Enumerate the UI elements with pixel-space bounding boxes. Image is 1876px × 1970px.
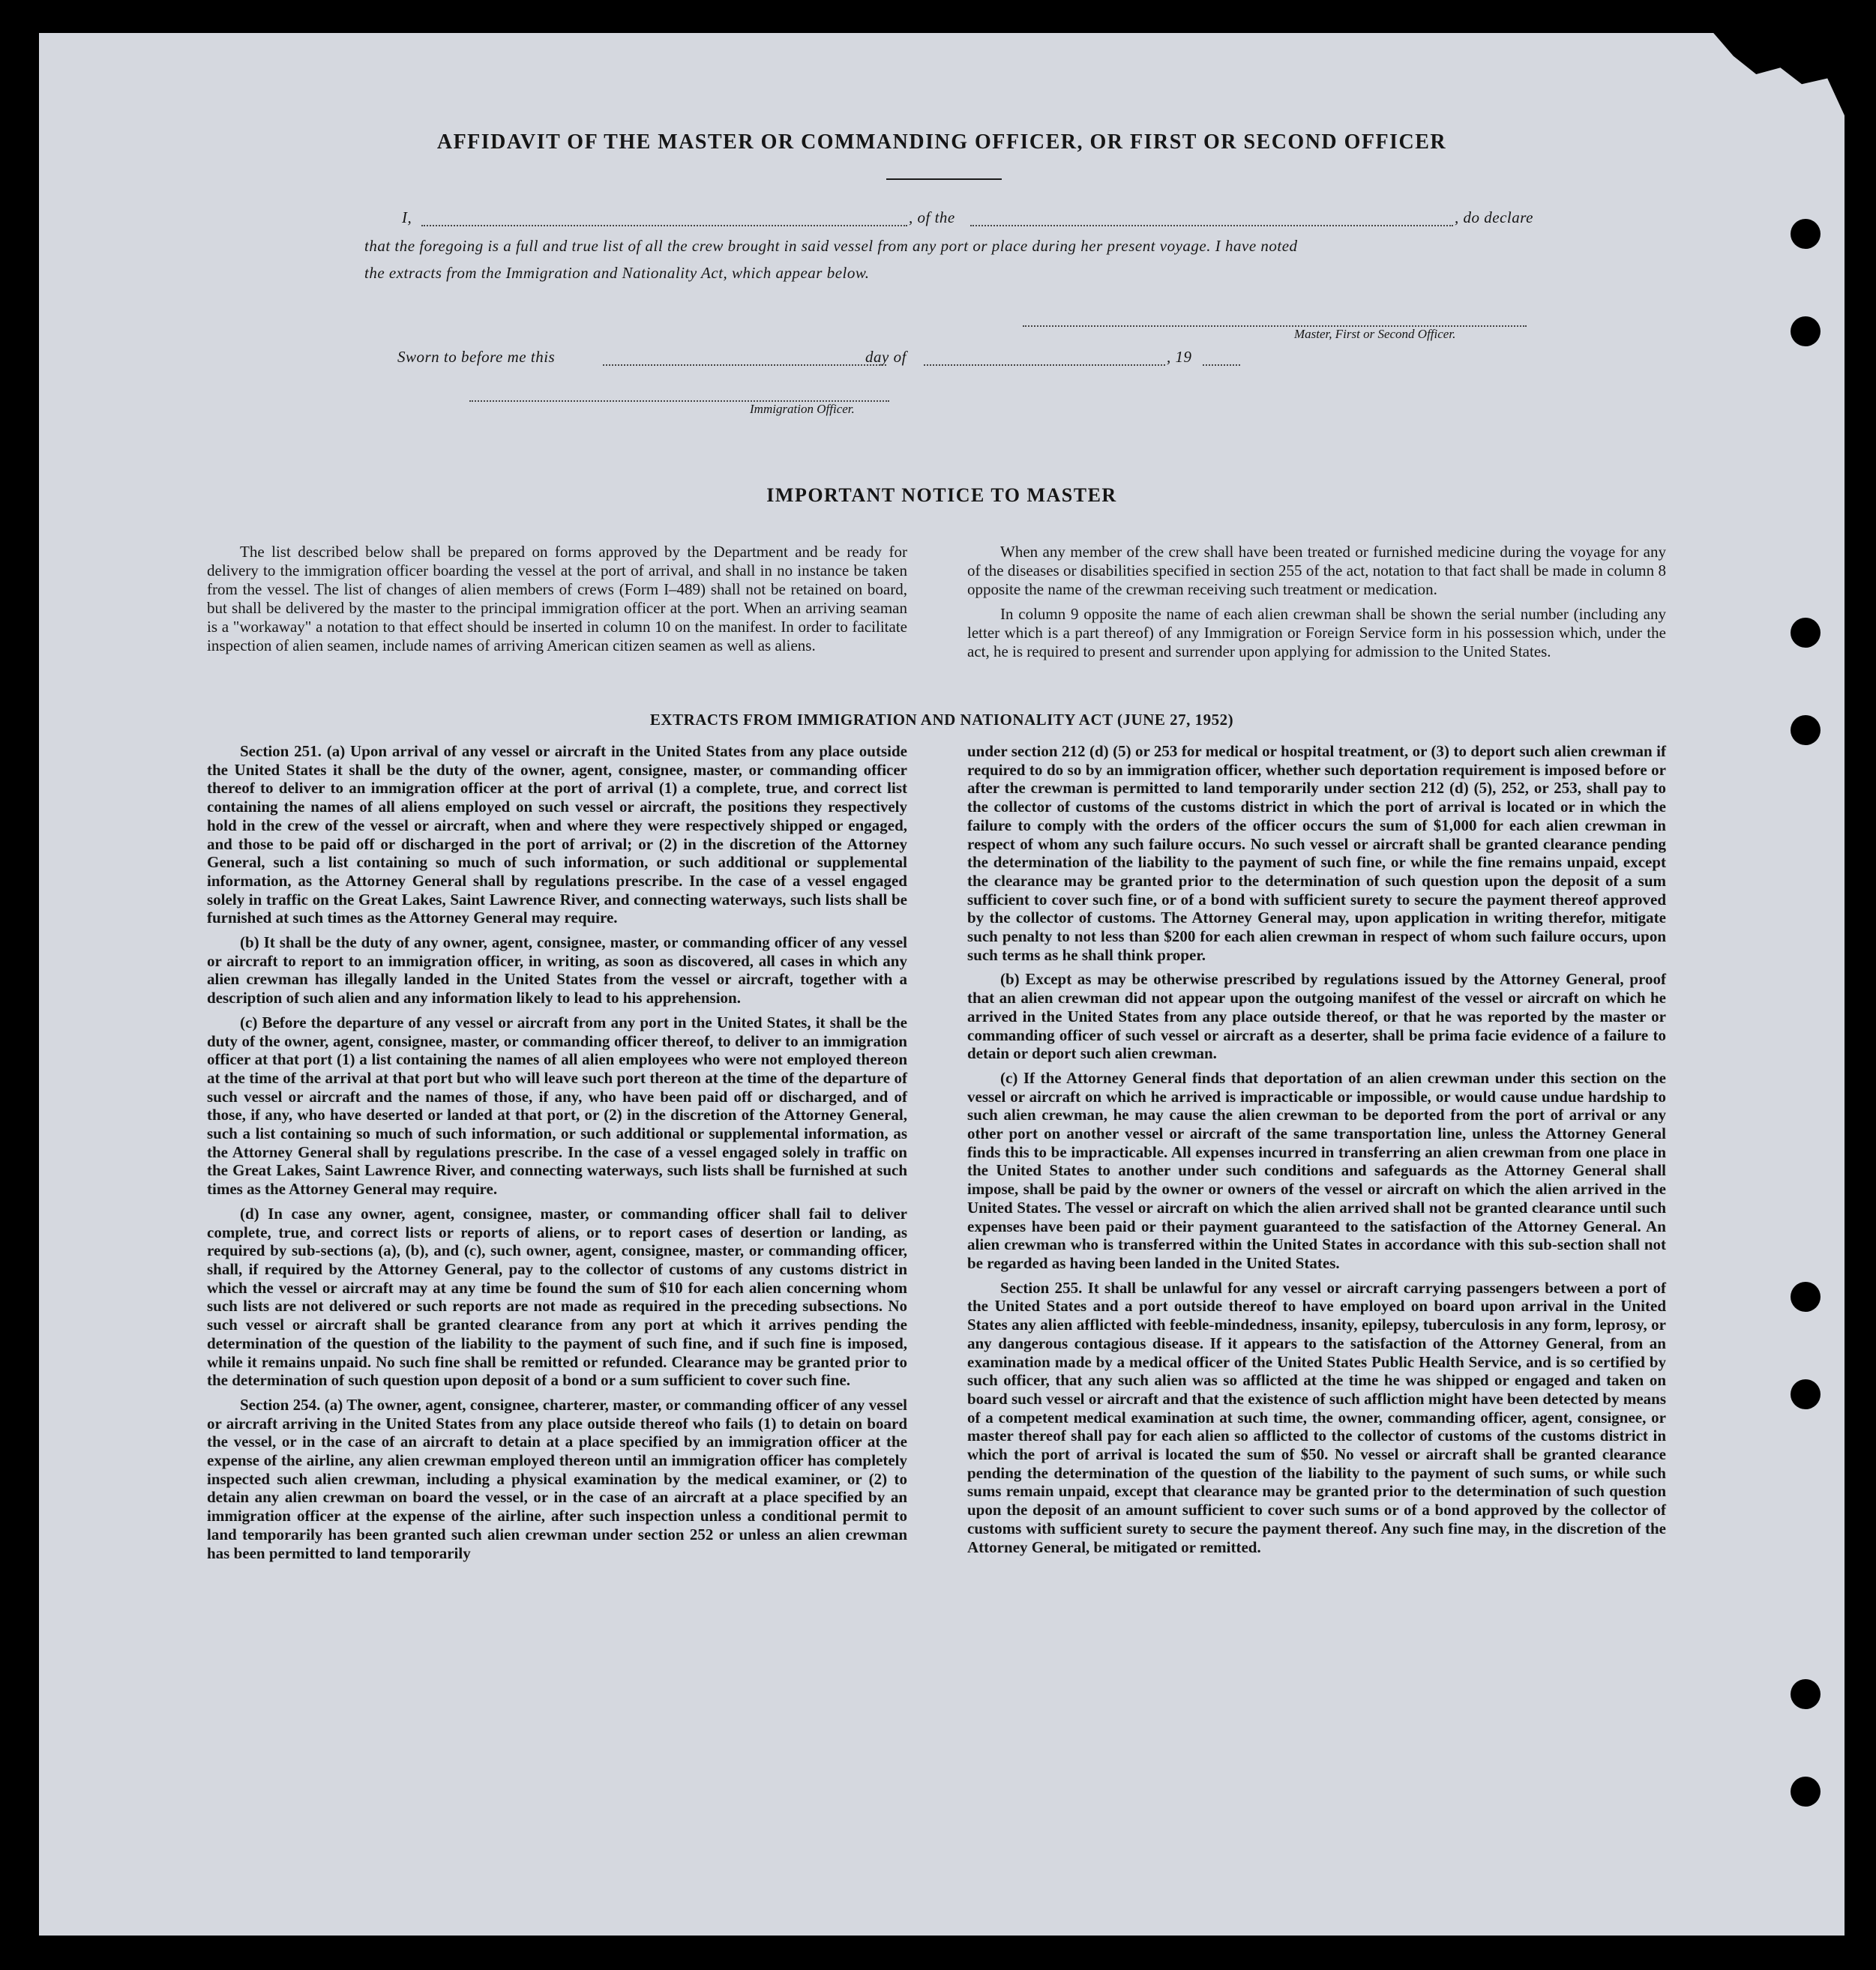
- extract-paragraph: Section 255. It shall be unlawful for any vessel or aircraft carrying passengers between a port of the United States and a port outside thereof to have employed on board upon arrival in the United States any alien afflicted with feeble-mindedness, insanity, epilepsy, tuberculosis in any form, leprosy, or any dangerous contagious disease. If it appears to the satisfaction of the Attorney General, from an examination made by a medical officer of the United States Public Health Service, and is so certified by such officer, that any such alien was so afflicted at the time he was shipped or engaged and taken on board such vessel or aircraft and that the existence of such affliction might have been detected by means of a competent medical examination at such time, the owner, commanding officer, agent, consignee, or master thereof shall pay for each alien so afflicted to the collector of customs of the customs district in which the port of arrival is located the sum of $50. No vessel or aircraft shall be granted clearance pending the determination of the question of the liability to the payment of such sums, or while such sums remain unpaid, except that clearance may be granted prior to the determination of such question upon the deposit of an amount sufficient to cover such sums or of a bond approved by the collector of customs with sufficient surety to secure the payment thereof. Any such fine may, in the discretion of the Attorney General, be mitigated or remitted.: [967, 1278, 1666, 1556]
- torn-corner: [1702, 33, 1845, 115]
- notice-right-paragraph: In column 9 opposite the name of each alien crewman shall be shown the serial number (including any letter which is a part thereof) of any Immigration or Foreign Service form in his possession which, under the act, he is required to present and surrender upon applying for admission to the United States.: [967, 605, 1666, 660]
- document-page: [39, 33, 1845, 1936]
- extract-paragraph: (c) Before the departure of any vessel or aircraft from any port in the United States, it shall be the duty of the owner, agent, consignee, master, or commanding officer thereof, to deliver to an immigration officer at that port (1) a list containing the names of all alien employees who were not employed thereon at the time of the arrival at that port but who will leave such port thereon at the time of the departure of such vessel or aircraft and the names of those, if any, who have been paid off or discharged, and of those, if any, who have deserted or landed at that port, or (2) in the discretion of the Attorney General, such a list containing so much of such information, or such additional or supplemental information, as the Attorney General shall by regulations prescribe. In the case of a vessel engaged solely in traffic on the Great Lakes, Saint Lawrence River, and connecting waterways, such lists shall be furnished at such times as the Attorney General may require.: [207, 1013, 907, 1199]
- notice-left-paragraph: The list described below shall be prepared on forms approved by the Department and be ready for delivery to the immigration officer boarding the vessel at the port of arrival, and shall in no instance be taken from the vessel. The list of changes of alien members of crews (Form I–489) shall not be retained on board, but shall be delivered by the master to the principal immigration officer at the port. When an arriving seaman is a "workaway" a notation to that effect should be inserted in column 10 on the manifest. In order to facilitate inspection of alien seamen, include names of arriving American citizen seamen as well as aliens.: [207, 543, 907, 654]
- notice-right-paragraph: When any member of the crew shall have been treated or furnished medicine during the voyage for any of the diseases or disabilities specified in section 255 of the act, notation to that fact shall be made in column 8 opposite the name of the crewman receiving such treatment or medication.: [967, 543, 1666, 598]
- extract-paragraph: (d) In case any owner, agent, consignee, master, or commanding officer shall fail to deliver complete, true, and correct lists or reports of aliens, or to report cases of desertion or landing, as required by sub-sections (a), (b), and (c), such owner, agent, consignee, master, or commanding officer, shall, if required by the Attorney General, pay to the collector of customs of any customs district in which the vessel or aircraft may at any time be found the sum of $10 for each alien concerning whom such lists are not delivered or such reports are not made as required in the preceding subsections. No such vessel or aircraft shall be granted clearance from any port at which it arrives pending the determination of the question of the liability to the payment of such fine, and if such fine is imposed, while it remains unpaid. No such fine shall be remitted or refunded. Clearance may be granted prior to the determination of such question upon deposit of a bond or a sum sufficient to cover such fine.: [207, 1204, 907, 1390]
- notice-left-column: [207, 543, 907, 661]
- affidavit-of-the-label: , of the: [909, 208, 955, 226]
- sworn-month-field[interactable]: [924, 364, 1165, 366]
- extracts-title: EXTRACTS FROM IMMIGRATION AND NATIONALITY ACT (JUNE 27, 1952): [649, 711, 1234, 729]
- affidavit-do-declare-label: , do declare: [1455, 208, 1533, 226]
- extract-paragraph: (b) Except as may be otherwise prescribed by regulations issued by the Attorney General, proof that an alien crewman did not appear upon the outgoing manifest of the vessel or aircraft on which he arrived in the United States from any place outside thereof, or that he was reported by the master or commanding officer of such vessel or aircraft as a deserter, shall be prima facie evidence of a failure to detain or deport such alien crewman.: [967, 970, 1666, 1063]
- notice-title: IMPORTANT NOTICE TO MASTER: [766, 484, 1117, 506]
- extracts-left-column: [207, 742, 907, 1568]
- affidavit-line-3: the extracts from the Immigration and Nationality Act, which appear below.: [364, 264, 870, 282]
- sworn-year-field[interactable]: [1203, 364, 1240, 366]
- vessel-field[interactable]: [970, 225, 1453, 226]
- extract-paragraph: (b) It shall be the duty of any owner, agent, consignee, master, or commanding officer of any vessel or aircraft to report to an immigration officer, in writing, as soon as discovered, all cases in which any alien crewman has illegally landed in the United States from the vessel or aircraft, together with a description of such alien and any information likely to lead to his apprehension.: [207, 933, 907, 1007]
- punch-hole: [1791, 1679, 1821, 1709]
- extracts-right-column: [967, 742, 1666, 1562]
- affidavit-i-label: I,: [402, 208, 412, 226]
- extract-paragraph: (c) If the Attorney General finds that deportation of an alien crewman under this section on the vessel or aircraft on which he arrived is impracticable or impossible, or would cause undue hardship to such alien crewman, he may cause the alien crewman to be deported from the port of arrival or any other port on another vessel or aircraft of the same transportation line, unless the Attorney General finds this to be impracticable. All expenses incurred in transferring an alien crewman from one place in the United States to another under such conditions and safeguards as the Attorney General shall impose, shall be paid by the owner or owners of the vessel or aircraft on which the alien arrived in the United States. The vessel or aircraft on which the alien arrived shall not be granted clearance until such expenses have been paid or their payment guaranteed to the satisfaction of the Attorney General. An alien crewman who is transferred within the United States in accordance with this sub-section shall not be regarded as having been landed in the United States.: [967, 1068, 1666, 1272]
- master-signature-label: Master, First or Second Officer.: [1294, 327, 1456, 341]
- punch-hole: [1791, 1777, 1821, 1807]
- sworn-label: Sworn to before me this: [397, 348, 556, 366]
- sworn-day-field[interactable]: [603, 364, 886, 366]
- year-label: , 19: [1167, 348, 1192, 366]
- title-underline: [886, 178, 1002, 180]
- officer-signature-label: Immigration Officer.: [750, 402, 855, 416]
- punch-hole: [1791, 219, 1821, 249]
- extract-paragraph: Section 251. (a) Upon arrival of any vessel or aircraft in the United States from any place outside the United States it shall be the duty of the owner, agent, consignee, master, or commanding officer thereof to deliver to an immigration officer at the port of arrival (1) a complete, true, and correct list containing the names of all aliens employed on such vessel or aircraft, the positions they respectively hold in the crew of the vessel or aircraft, when and where they were respectively shipped or engaged, and those to be paid off or discharged in the port of arrival; or (2) in the discretion of the Attorney General, such a list containing so much of such information, or such additional or supplemental information, as the Attorney General shall by regulations prescribe. In the case of a vessel engaged solely in traffic on the Great Lakes, Saint Lawrence River, and connecting waterways, such lists shall be furnished at such times as the Attorney General may require.: [207, 742, 907, 927]
- name-field[interactable]: [421, 225, 907, 226]
- punch-hole: [1791, 316, 1821, 346]
- extract-paragraph: Section 254. (a) The owner, agent, consignee, charterer, master, or commanding officer of any vessel or aircraft arriving in the United States from any place outside thereof who fails (1) to detain on board the vessel, or in the case of an aircraft to detain at a place specified by an immigration officer at the expense of the airline, any alien crewman employed thereon until an immigration officer has completely inspected such alien crewman, including a physical examination by the medical examiner, or (2) to detain any alien crewman on board the vessel, or in the case of an aircraft at a place specified by an immigration officer at the expense of the airline, after such inspection unless a conditional permit to land temporarily has been granted such alien crewman under section 252 or unless an alien crewman has been permitted to land temporarily: [207, 1395, 907, 1562]
- punch-hole: [1791, 1379, 1821, 1409]
- affidavit-title: AFFIDAVIT OF THE MASTER OR COMMANDING OFFICER, OR FIRST OR SECOND OFFICER: [436, 130, 1447, 154]
- day-of-label: day of: [865, 348, 907, 366]
- affidavit-line-2: that the foregoing is a full and true list of all the crew brought in said vessel from any port or place during her present voyage. I have noted: [364, 237, 1298, 255]
- punch-hole: [1791, 618, 1821, 648]
- extract-paragraph: under section 212 (d) (5) or 253 for medical or hospital treatment, or (3) to deport such alien crewman if required to do so by an immigration officer, whether such deportation requirement is imposed before or after the crewman is permitted to land temporarily under section 212 (d) (5), 252, or 253, shall pay to the collector of customs of the customs district in which the port of arrival is located or in which the failure to comply with the orders of the officer occurs the sum of $1,000 for each alien crewman in respect of whom any such failure occurs. No such vessel or aircraft shall be granted clearance pending the determination of the liability to the payment of such fine, or while the fine remains unpaid, except the clearance may be granted prior to the determination of such question upon the deposit of a sum sufficient to cover such fine, or of a bond with sufficient surety to secure the payment thereof approved by the collector of customs. The Attorney General may, upon application in writing therefor, mitigate such penalty to not less than $200 for each alien crewman in respect of whom such failure occurs, upon such terms as he shall think proper.: [967, 742, 1666, 964]
- punch-hole: [1791, 1282, 1821, 1312]
- notice-right-column: [967, 543, 1666, 667]
